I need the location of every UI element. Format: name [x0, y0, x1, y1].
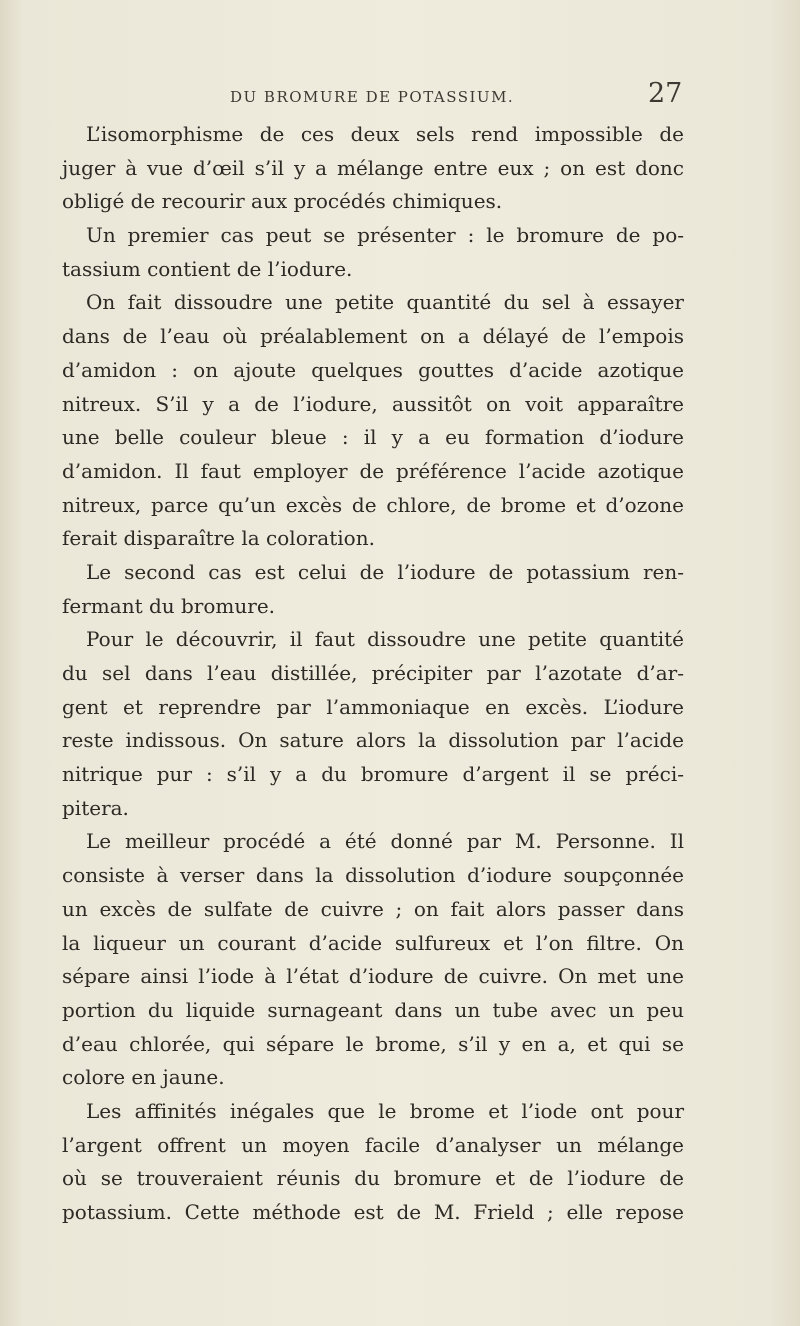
text-line: la liqueur un courant d’acide sulfureux et l’on filtre. On: [62, 930, 684, 955]
text-line: un excès de sulfate de cuivre ; on fait alors passer dans: [62, 896, 684, 921]
text-line: d’eau chlorée, qui sépare le brome, s’il y en a, et qui se: [62, 1031, 684, 1056]
text-line: nitreux. S’il y a de l’iodure, aussitôt on voit apparaître: [62, 391, 684, 416]
body-text: [62, 118, 684, 1230]
text-line: nitreux, parce qu’un excès de chlore, de brome et d’ozone: [62, 492, 684, 517]
text-line: Le meilleur procédé a été donné par M. Personne. Il: [86, 829, 684, 854]
text-line: Les affinités inégales que le brome et l’iode ont pour: [86, 1098, 684, 1123]
page-number: 27: [648, 78, 683, 109]
text-line: nitrique pur : s’il y a du bromure d’argent il se préci-: [62, 762, 684, 787]
text-line: ferait disparaître la coloration.: [62, 526, 375, 551]
text-line: portion du liquide surnageant dans un tube avec un peu: [62, 997, 684, 1022]
text-line: d’amidon : on ajoute quelques gouttes d’acide azotique: [62, 357, 684, 382]
text-line: Le second cas est celui de l’iodure de potassium ren-: [86, 559, 684, 584]
text-line: gent et reprendre par l’ammoniaque en excès. L’iodure: [62, 694, 684, 719]
text-line: obligé de recourir aux procédés chimiques.: [62, 189, 503, 214]
text-line: dans de l’eau où préalablement on a délayé de l’empois: [62, 324, 684, 349]
text-line: juger à vue d’œil s’il y a mélange entre eux ; on est donc: [62, 155, 684, 180]
text-line: d’amidon. Il faut employer de préférence l’acide azotique: [62, 458, 684, 483]
text-line: On fait dissoudre une petite quantité du sel à essayer: [86, 290, 684, 315]
text-line: Pour le découvrir, il faut dissoudre une petite quantité: [86, 627, 684, 652]
text-line: reste indissous. On sature alors la dissolution par l’acide: [62, 728, 684, 753]
text-line: potassium. Cette méthode est de M. Frield ; elle repose: [62, 1200, 684, 1224]
text-line: colore en jaune.: [62, 1065, 225, 1090]
text-line: fermant du bromure.: [62, 593, 276, 618]
running-head: DU BROMURE DE POTASSIUM.: [230, 88, 515, 106]
text-line: Un premier cas peut se présenter : le bromure de po-: [86, 223, 684, 248]
text-line: tassium contient de l’iodure.: [62, 256, 353, 281]
text-line: une belle couleur bleue : il y a eu formation d’iodure: [62, 425, 684, 450]
text-line: pitera.: [62, 795, 129, 820]
text-line: sépare ainsi l’iode à l’état d’iodure de cuivre. On met une: [62, 964, 684, 989]
text-line: consiste à verser dans la dissolution d’iodure soupçonnée: [62, 863, 684, 888]
text-line: du sel dans l’eau distillée, précipiter par l’azotate d’ar-: [62, 661, 684, 685]
text-line: où se trouveraient réunis du bromure et de l’iodure de: [62, 1166, 684, 1191]
text-line: L’isomorphisme de ces deux sels rend impossible de: [86, 122, 684, 146]
text-line: l’argent offrent un moyen facile d’analyser un mélange: [62, 1132, 684, 1157]
